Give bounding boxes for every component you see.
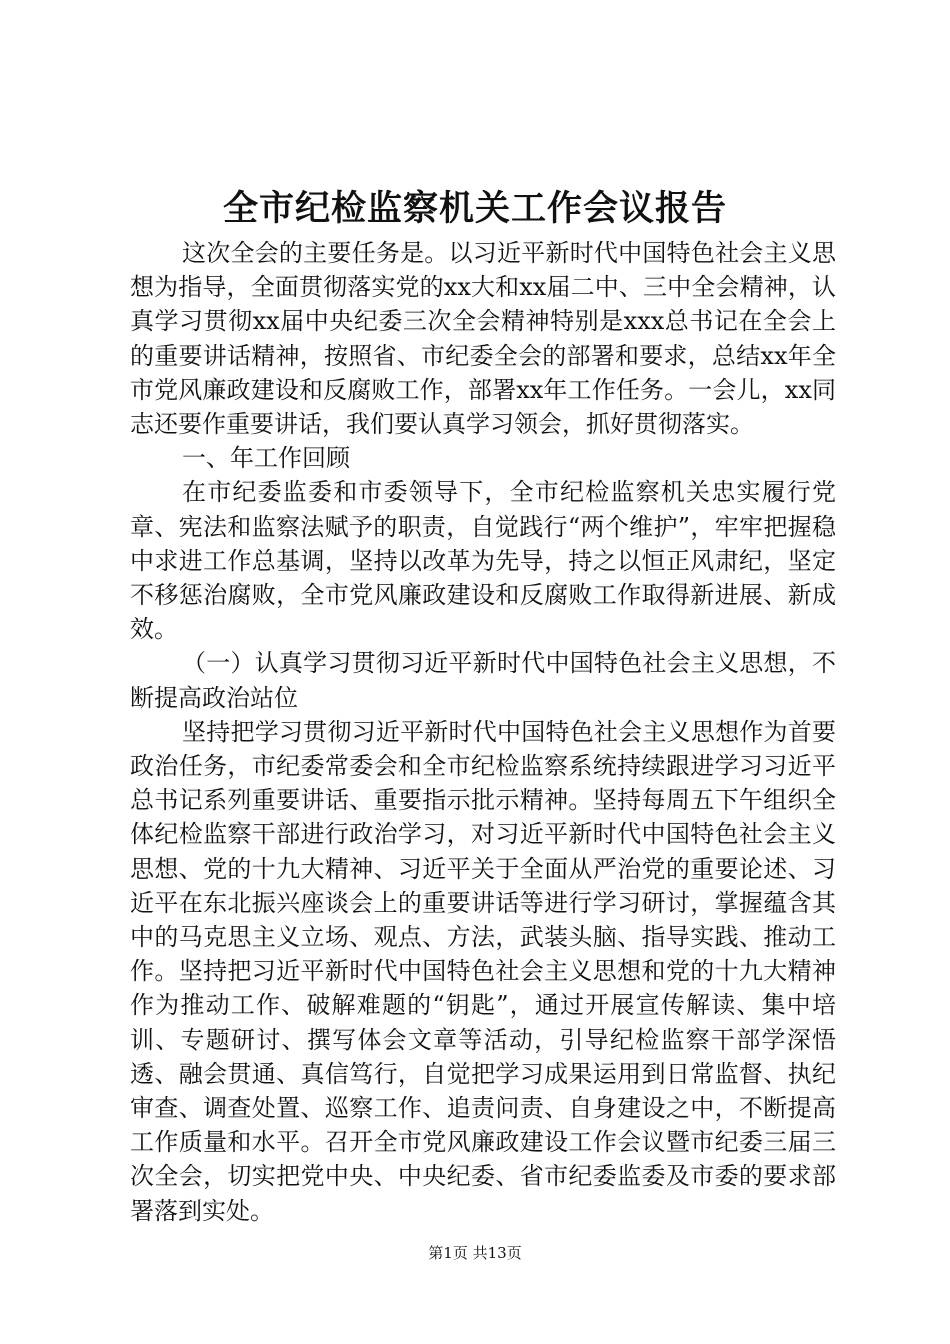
page-number-footer: 第1页 共13页 [428,1244,522,1262]
subsection-heading: （一）认真学习贯彻习近平新时代中国特色社会主义思想，不断提高政治站位 [130,649,836,712]
review-paragraph: 在市纪委监委和市委领导下，全市纪检监察机关忠实履行党章、宪法和监察法赋予的职责，自觉践行“两个维护”，牢牢把握稳中求进工作总基调，坚持以改革为先导，持之以恒正风肃纪，坚定不移惩治腐败，全市党风廉政建设和反腐败工作取得新进展、新成效。 [130,478,836,644]
study-paragraph: 坚持把学习贯彻习近平新时代中国特色社会主义思想作为首要政治任务，市纪委常委会和全市纪检监察系统持续跟进学习习近平总书记系列重要讲话、重要指示批示精神。坚持每周五下午组织全体纪检监察干部进行政治学习，对习近平新时代中国特色社会主义思想、党的十九大精神、习近平关于全面从严治党的重要论述、习近平在东北振兴座谈会上的重要讲话等进行学习研讨，掌握蕴含其中的马克思主义立场、观点、方法，武装头脑、指导实践、推动工作。坚持把习近平新时代中国特色社会主义思想和党的十九大精神作为推动工作、破解难题的“钥匙”，通过开展宣传解读、集中培训、专题研讨、撰写体会文章等活动，引导纪检监察干部学深悟透、融会贯通、真信笃行，自觉把学习成果运用到日常监督、执纪审查、调查处置、巡察工作、追责问责、自身建设之中，不断提高工作质量和水平。召开全市党风廉政建设工作会议暨市纪委三届三次全会，切实把党中央、中央纪委、省市纪委监委及市委的要求部署落到实处。 [130,717,836,1225]
document-title: 全市纪检监察机关工作会议报告 [222,188,727,229]
intro-paragraph: 这次全会的主要任务是。以习近平新时代中国特色社会主义思想为指导，全面贯彻落实党的xx大和xx届二中、三中全会精神，认真学习贯彻xx届中央纪委三次全会精神特别是xxx总书记在全会上的重要讲话精神，按照省、市纪委全会的部署和要求，总结xx年全市党风廉政建设和反腐败工作，部署xx年工作任务。一会儿，xx同志还要作重要讲话，我们要认真学习领会，抓好贯彻落实。 [130,239,836,439]
document-body [130,236,836,1228]
section-heading: 一、年工作回顾 [182,444,350,473]
